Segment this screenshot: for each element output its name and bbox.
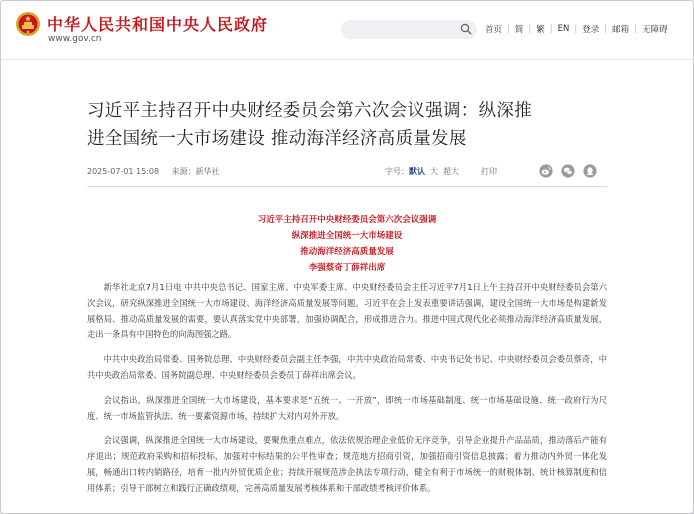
nav-mailbox[interactable]: 邮箱 [612, 25, 630, 35]
article-subheadings [87, 212, 607, 276]
national-emblem-icon[interactable] [15, 11, 41, 37]
nav-separator: | [528, 24, 532, 34]
article-paragraph: 会议强调，纵深推进全国统一大市场建设，要聚焦重点难点，依法依规治理企业低价无序竞争，引导企业提升产品品质，推动落后产能有序退出；规范政府采购和招标投标，加强对中标结果的公平性审查；规范地方招商引资，加强招商引资信息披露；着力推动内外贸一体化发展，畅通出口转内销路径，培育一批内外贸优质企业；持续开展规范涉企执法专项行动，健全有利于市场统一的财税体制、统计核算制度和信用体系；引导干部树立和践行正确政绩观，完善高质量发展考核体系和干部政绩考核评价体系。 [87, 435, 607, 493]
nav-accessibility[interactable]: 无障碍 [642, 25, 668, 35]
article-title-line-2: 进全国统一大市场建设 推动海洋经济高质量发展 [87, 129, 467, 149]
nav-separator: | [604, 24, 608, 34]
font-size-large[interactable]: 大 [430, 167, 438, 176]
article-source: 来源：新华社 [171, 167, 220, 176]
font-size-default[interactable]: 默认 [409, 167, 425, 176]
search-icon[interactable] [460, 23, 472, 35]
subheading: 习近平主持召开中央财经委员会第六次会议强调 [257, 215, 437, 225]
weibo-icon[interactable] [539, 164, 553, 178]
meta-divider [87, 186, 607, 187]
article-paragraph: 中共中央政治局常委、国务院总理、中央财经委员会副主任李强，中共中央政治局常委、中央书记处书记、中央财经委员会委员蔡奇，中共中央政治局常委、国务院副总理、中央财经委员会委员丁薛祥出席会议。 [87, 354, 607, 380]
font-size-xlarge[interactable]: 超大 [443, 167, 459, 176]
article-body [87, 280, 607, 506]
print-button[interactable]: 打印 [481, 167, 497, 176]
nav-traditional[interactable]: 繁 [536, 25, 545, 35]
font-size-selector [385, 166, 459, 177]
nav-separator: | [549, 24, 553, 34]
font-size-label: 字号： [385, 167, 409, 176]
subheading: 推动海洋经济高质量发展 [300, 247, 394, 257]
nav-simplified[interactable]: 简 [514, 25, 524, 35]
article-title [87, 97, 607, 153]
nav-english[interactable]: EN [557, 24, 570, 34]
site-url: www.gov.cn [48, 34, 102, 44]
subheading: 纵深推进全国统一大市场建设 [291, 231, 403, 241]
qq-icon[interactable] [583, 164, 597, 178]
site-header [1, 1, 693, 60]
nav-separator: | [574, 24, 578, 34]
site-name[interactable]: 中华人民共和国中央人民政府 [47, 15, 269, 34]
article-paragraph: 新华社北京7月1日电 中共中央总书记、国家主席、中央军委主席、中央财经委员会主任习近平7月1日上午主持召开中央财经委员会第六次会议，研究纵深推进全国统一大市场建设、海洋经济高质量发展等问题。习近平在会上发表重要讲话强调，建设全国统一大市场是构建新发展格局、推动高质量发展的需要，要认真落实党中央部署，加强协调配合，形成推进合力。推进中国式现代化必须推动海洋经济高质量发展，走出一条具有中国特色的向海图强之路。 [87, 282, 607, 340]
article-title-line-1: 习近平主持召开中央财经委员会第六次会议强调：纵深推 [87, 101, 532, 121]
subheading: 李强蔡奇丁薛祥出席 [308, 263, 386, 273]
top-nav [485, 23, 668, 35]
article-meta [87, 164, 607, 178]
nav-separator: | [634, 24, 638, 34]
nav-separator: | [507, 24, 510, 34]
publish-datetime: 2025-07-01 15:08 [87, 167, 160, 176]
nav-login[interactable]: 登录 [582, 25, 600, 35]
article-paragraph: 会议指出，纵深推进全国统一大市场建设，基本要求是“五统一、一开放”，即统一市场基础制度、统一市场基础设施、统一政府行为尺度、统一市场监管执法、统一要素资源市场，持续扩大对内对外开放。 [87, 394, 607, 421]
wechat-icon[interactable] [561, 164, 575, 178]
meta-info [87, 166, 230, 177]
search-input[interactable] [341, 20, 477, 39]
nav-home[interactable]: 首页 [485, 25, 503, 35]
